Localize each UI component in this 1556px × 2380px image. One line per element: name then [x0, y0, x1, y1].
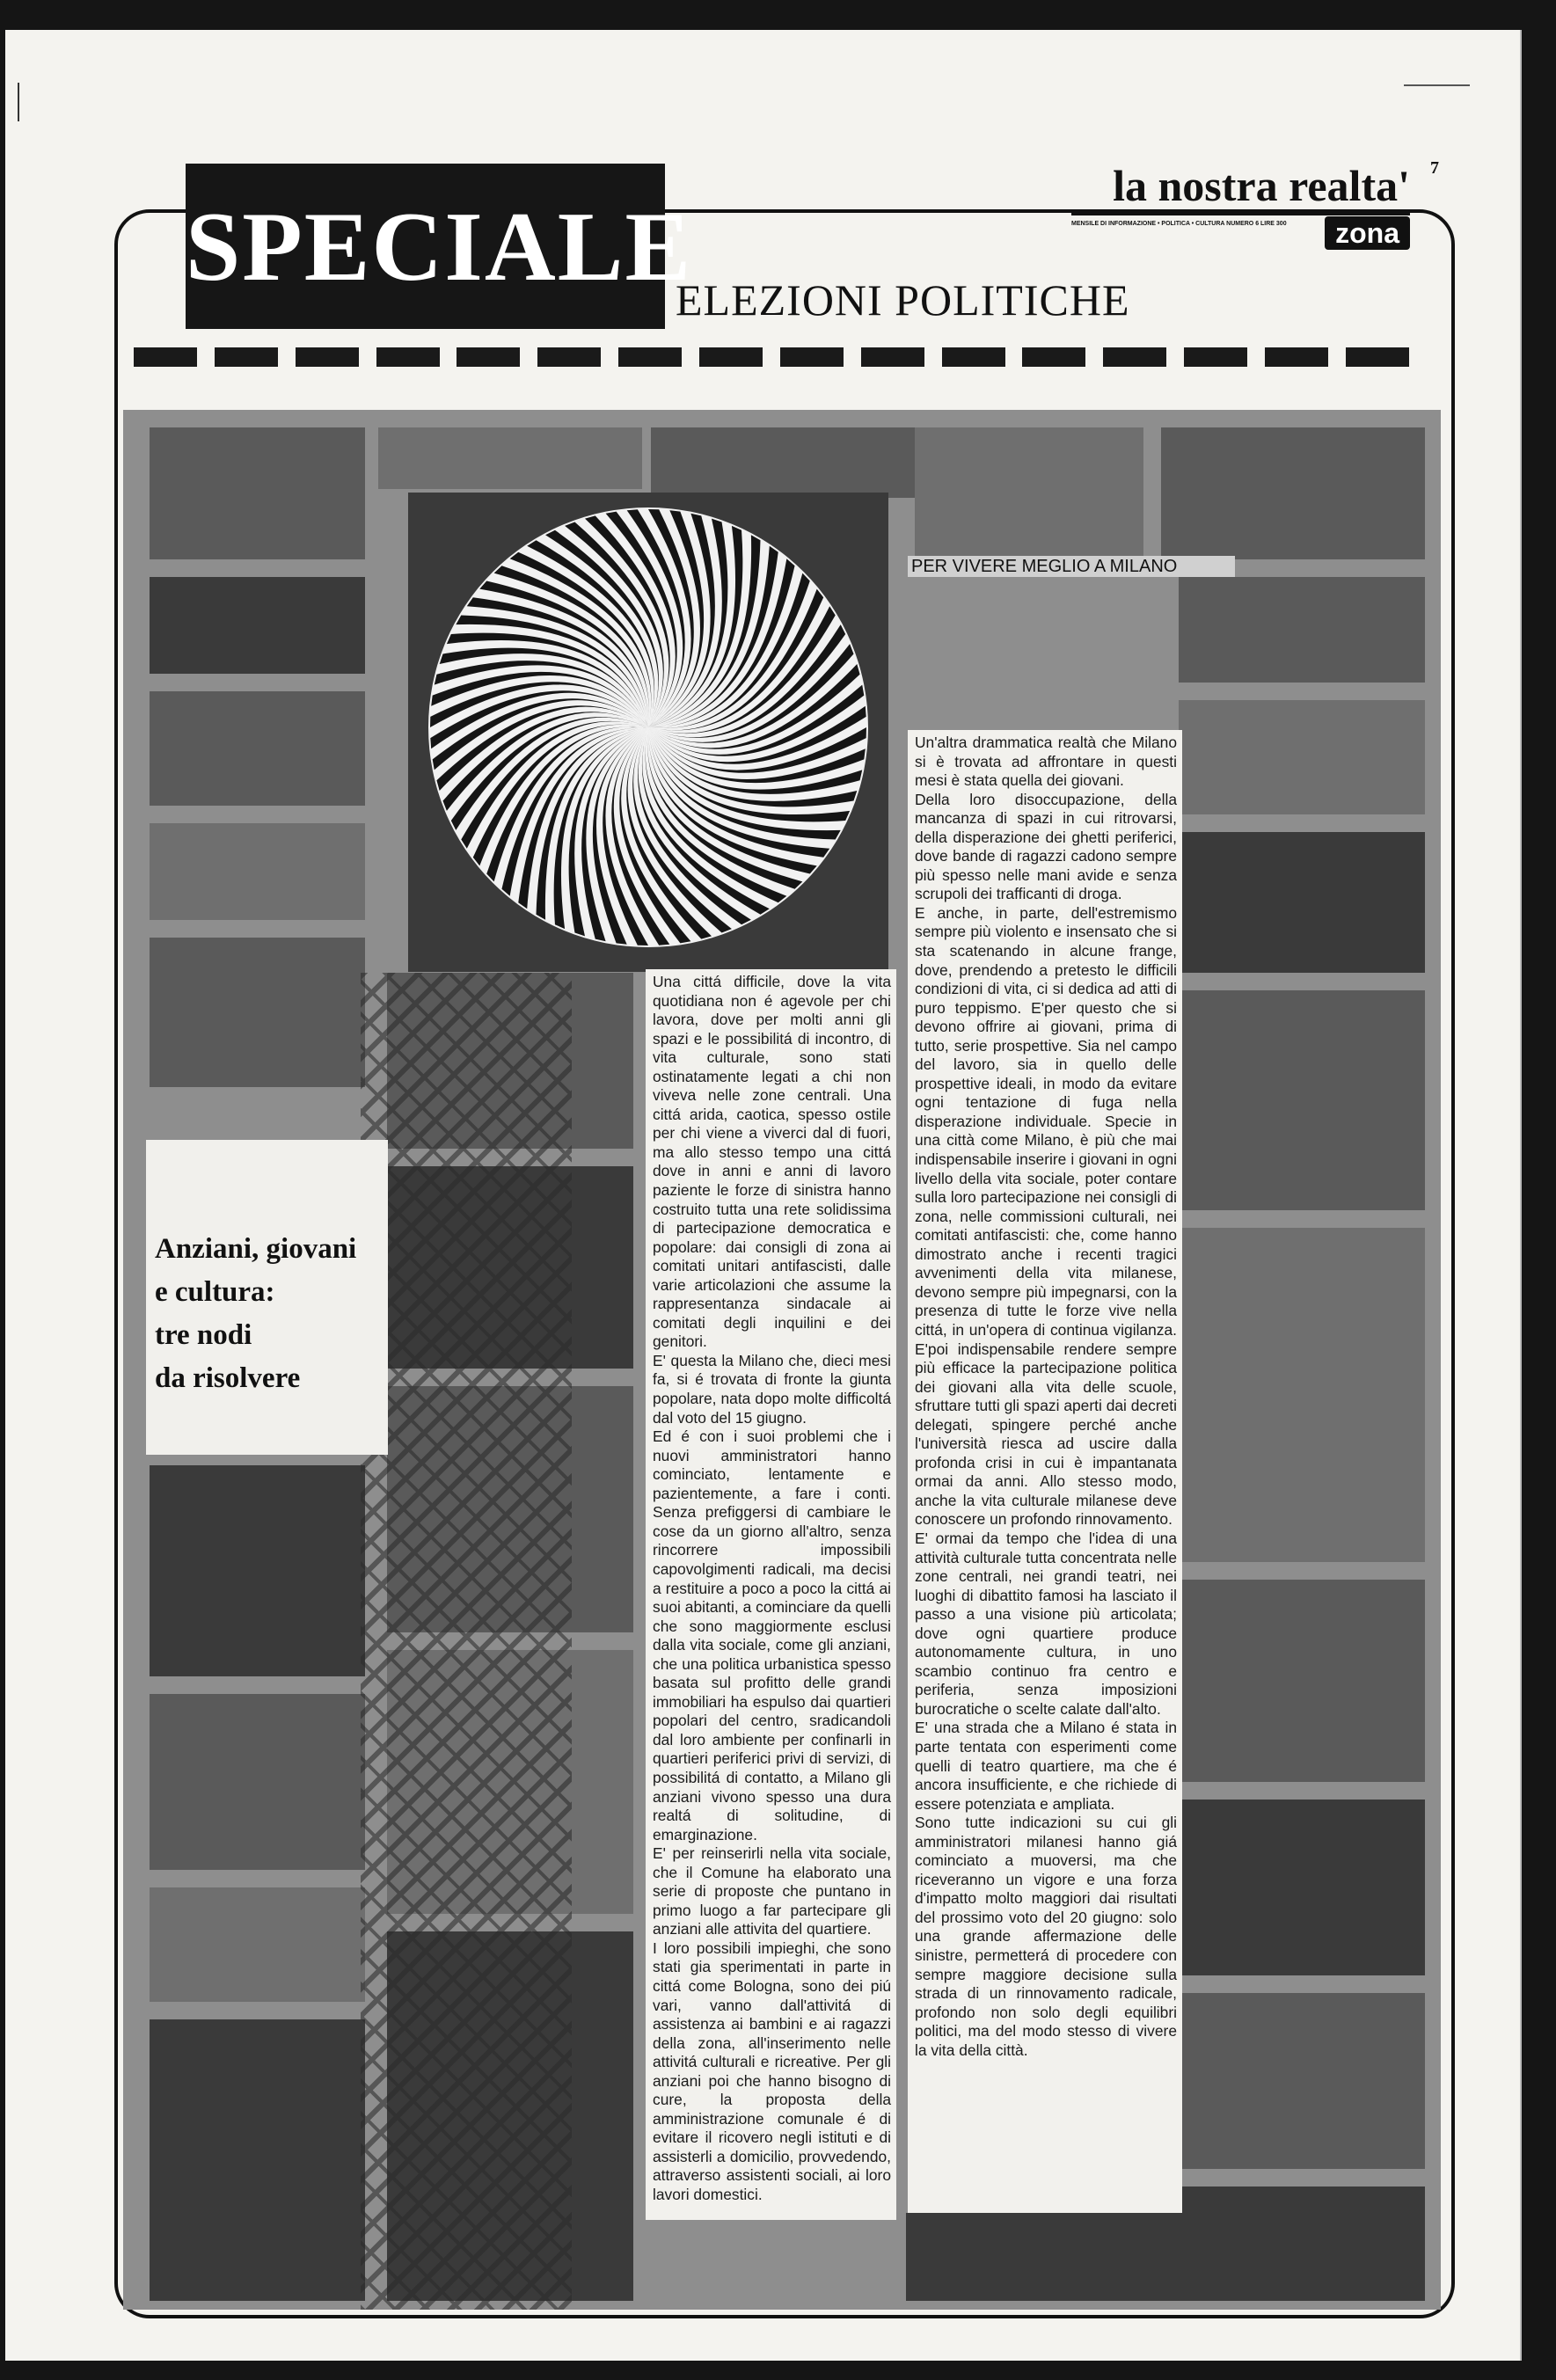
paragraph: Una cittá difficile, dove la vita quotidiana non é agevole per chi lavora, dove per molti anni gli spazi e le possibilitá di incontro, di vita culturale, sono stati ostinatamente legati a chi non viveva nelle zone centrali. Una cittá arida, caotica, spesso ostile per chi viene a viverci dal di fuori, ma allo stesso tempo una cittá dove in anni e anni di lavoro paziente le forze di sinistra hanno costruito tutta una rete solidissima di partecipazione democratica e popolare: dai consigli di zona ai comitati unitari antifascisti, dalle varie articolazioni che assume la rappresentanza sindacale ai comitati degli inquilini e dei genitori. — [653, 973, 891, 1351]
paragraph: Della loro disoccupazione, della mancanza di spazi in cui ritrovarsi, della disperazione dei ghetti periferici, dove bande di ragazzi cadono sempre più spesso nelle mani avide e senza scrupoli dei trafficanti di droga. — [915, 790, 1177, 903]
feature-title: Anziani, giovani e cultura: tre nodi da risolvere — [155, 1233, 357, 1394]
edge-mark — [18, 83, 19, 121]
paragraph: Sono tutte indicazioni su cui gli amministratori milanesi hanno giá cominciato a muoversi, ma che riceveranno un vigore e una forza d'impatto molto maggiori dai risultati del prossimo voto del 20 giugno: solo una grande affermazione delle sinistre, permetterá di procedere con sempre maggiore decisione sulla strada di un rinnovamento radicale, profondo non solo degli equilibri politici, ma del modo stesso di vivere la vita della città. — [915, 1814, 1177, 2059]
newspaper-page — [5, 30, 1520, 2361]
column-heading: PER VIVERE MEGLIO A MILANO — [911, 557, 1178, 576]
op-art-panel — [408, 493, 888, 972]
paragraph: I loro possibili impieghi, che sono stati gia sperimentati in parte in cittá come Bologna, sono dei piú vari, vanno dall'attivitá di assistenza ai bambini e ai ragazzi della zona, all'inserimento nelle attivitá culturali e ricreative. Per gli anziani poi che hanno bisogno di cure, la proposta della amministrazione comunale é di evitare il ricovero negli istituti e di assisterli a domicilio, provvedendo, attraverso assistenti sociali, ai loro lavori domestici. — [653, 1938, 891, 2203]
edge-rule — [1404, 84, 1470, 86]
paragraph: E anche, in parte, dell'estremismo sempre più violento e insensato che si sta scatenando in alcune frange, dove, prendendo a pretesto le difficili condizioni di vita, ci si dedica ad atti di puro teppismo. E'per questo che si devono offrire ai giovani, prima di tutto, serie prospettive. Sia nel campo del lavoro, sia in quello delle prospettive ideali, in modo da evitare ogni tentazione di fuga nella disperazione individuale. Specie in una città come Milano, è più che mai indispensabile inserire i giovani in ogni livello della vita sociale, poter contare sulla loro partecipazione nei consigli di zona, nelle commissioni culturali, nei comitati antifascisti: che, come hanno dimostrato anche i recenti tragici avvenimenti della vita milanese, devono sempre più impegnarsi, con la presenza di tutte le forze vive nella cittá, in un'opera di continua vigilanza. E'poi indispensabile rendere sempre più efficace la partecipazione politica dei giovani alla vita delle scuole, sfruttare tutti gli spazi aperti dai decreti delegati, spingere perché anche l'università riesca ad uscire dalla profonda crisi in cui è impantanata ormai da anni. Allo stesso modo, anche la vita culturale milanese deve conoscere un profondo rinnovamento. — [915, 903, 1177, 1529]
dash-rule — [134, 347, 1409, 367]
paragraph: Ed é con i suoi problemi che i nuovi amministratori hanno cominciato, lentamente e pazientemente, a fare i conti. Senza prefiggersi di cambiare le cose da un giorno all'altro, senza rincorrere impossibili capovolgimenti radicali, ma decisi a restituire a poco a poco la cittá ai suoi abitanti, a cominciare da quelli che sono maggiormente esclusi dalla vita sociale, come gli anziani, che una politica urbanistica spesso basata sul profitto delle grandi immobiliari ha espulso dai quartieri popolari del centro, sradicandoli dal loro ambiente per confinarli in quartieri periferici privi di servizi, di possibilitá di contatto, a Milano gli anziani vivono spesso una dura realtá di solitudine, di emarginazione. — [653, 1427, 891, 1843]
paragraph: Un'altra drammatica realtà che Milano si è trovata ad affrontare in questi mesi è stata quella dei giovani. — [915, 734, 1177, 790]
zona-logo: zona — [1325, 216, 1410, 250]
masthead-title: la nostra realta' — [1113, 161, 1410, 210]
masthead-meta: MENSILE DI INFORMAZIONE • POLITICA • CULTURA NUMERO 6 LIRE 300 — [1071, 221, 1287, 227]
article-column-right — [908, 730, 1182, 2213]
section-subtitle: ELEZIONI POLITICHE — [676, 275, 1130, 325]
radial-op-art-disc-icon — [424, 503, 873, 952]
paragraph: E' per reinserirli nella vita sociale, che il Comune ha elaborato una serie di proposte che puntano in primo luogo a far partecipare gli anziani alle attivita del quartiere. — [653, 1844, 891, 1938]
paragraph: E' ormai da tempo che l'idea di una attività culturale tutta concentrata nelle zone centrali, nei grandi teatri, nei luoghi di dibattito famosi ha lasciato il passo a una visione più articolata; dove ogni quartiere produce autonomamente cultura, in uno scambio continuo fra centro e periferia, senza imposizioni burocratiche o scelte calate dall'alto. — [915, 1529, 1177, 1718]
article-column-left — [646, 969, 896, 2220]
feature-title-panel — [146, 1140, 388, 1455]
speciale-banner — [186, 164, 693, 329]
paragraph: E' una strada che a Milano é stata in parte tentata con esperimenti come quelli di teatro quartiere, ma che é ancora insufficiente, e che richiede di essere potenziata e ampliata. — [915, 1719, 1177, 1813]
page-number: 7 — [1430, 158, 1439, 178]
paragraph: E' questa la Milano che, dieci mesi fa, si é trovata di fronte la giunta popolare, nata dopo molte difficoltá dal voto del 15 giugno. — [653, 1351, 891, 1427]
column-heading-bar — [908, 556, 1235, 577]
speciale-title: SPECIALE — [186, 193, 693, 302]
